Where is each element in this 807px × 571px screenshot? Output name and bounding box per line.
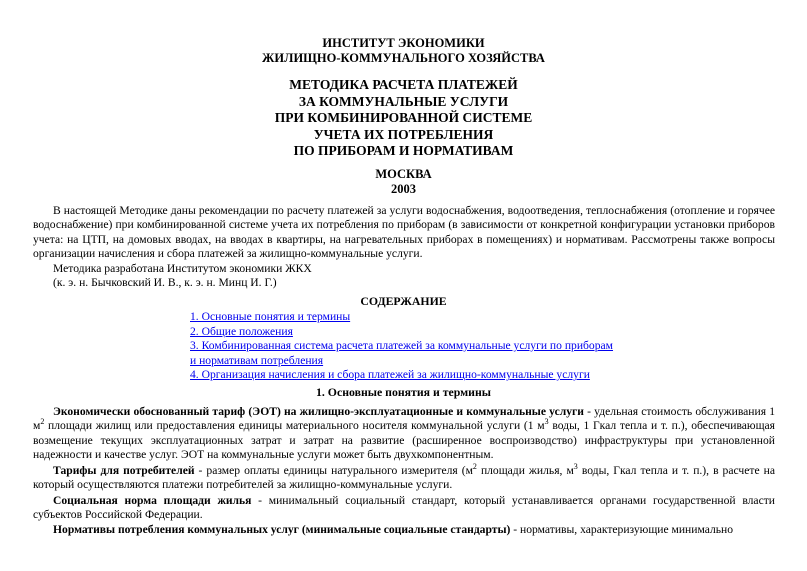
- title-line-4: УЧЕТА ИХ ПОТРЕБЛЕНИЯ: [313, 126, 494, 142]
- toc-heading: СОДЕРЖАНИЕ: [360, 294, 447, 308]
- institute-line-1: ИНСТИТУТ ЭКОНОМИКИ: [322, 36, 485, 50]
- definition-norms: [33, 523, 775, 537]
- developer-line: Методика разработана Институтом экономики ЖКХ: [53, 262, 312, 275]
- definition-text: - нормативы, характеризующие минимально: [510, 523, 734, 536]
- toc-link-1[interactable]: 1. Основные понятия и термины: [190, 310, 351, 323]
- definition-text: воды, Гкал тепла и т. п.), в расчете на который осуществляются платежи потребителей за жилищно-коммунальные услуги.: [33, 464, 775, 492]
- title-line-3: ПРИ КОМБИНИРОВАННОЙ СИСТЕМЕ: [274, 110, 533, 125]
- table-of-contents: [190, 310, 613, 383]
- superscript: 2: [472, 462, 477, 472]
- definition-text: - удельная стоимость обслуживания 1 м: [33, 405, 775, 433]
- city: МОСКВА: [375, 167, 432, 181]
- title-line-2: ЗА КОММУНАЛЬНЫЕ УСЛУГИ: [298, 93, 509, 109]
- term-eot: Экономически обоснованный тариф (ЭОТ) на жилищно-эксплуатационные и коммунальные услуги: [53, 405, 584, 418]
- definition-eot: [33, 405, 775, 463]
- definition-social-norm: [33, 494, 775, 523]
- superscript: 3: [544, 417, 549, 427]
- title-line-5: ПО ПРИБОРАМ И НОРМАТИВАМ: [293, 143, 514, 158]
- title-line-1: МЕТОДИКА РАСЧЕТА ПЛАТЕЖЕЙ: [289, 77, 518, 92]
- intro-paragraph: В настоящей Методике даны рекомендации по расчету платежей за услуги водоснабжения, водоотведения, теплоснабжения (отопление и горячее водоснабжение) при комбинированной системе учета их потребления по приборам (в зависимости от конкретной конфигурации установки приборов учета: на ЦТП, на домовых вводах, на вводах в квартиры, на нагревательных приборах в помещениях) и нормативам. Рассмотрены также вопросы организации начисления и сбора платежей за жилищно-коммунальные услуги.: [33, 204, 775, 261]
- superscript: 3: [573, 462, 578, 472]
- definition-text: площади жилищ или предоставления единицы материального носителя коммунальной услуги (1 м: [44, 419, 545, 433]
- term-social-norm: Социальная норма площади жилья: [53, 494, 252, 507]
- toc-link-3[interactable]: 3. Комбинированная система расчета платежей за коммунальные услуги по приборам: [190, 339, 614, 353]
- toc-link-2[interactable]: 2. Общие положения: [190, 324, 293, 338]
- definition-tariffs: [33, 464, 775, 493]
- toc-link-4[interactable]: 4. Организация начисления и сбора платежей за жилищно-коммунальные услуги: [190, 368, 590, 382]
- definition-text: площади жилья, м: [476, 464, 574, 477]
- place-and-year: [0, 167, 807, 197]
- year: 2003: [391, 182, 416, 196]
- section-1-heading: 1. Основные понятия и термины: [316, 385, 491, 399]
- institute-name: [0, 36, 807, 66]
- toc-link-3-cont[interactable]: и нормативам потребления: [190, 353, 324, 367]
- term-norms: Нормативы потребления коммунальных услуг (минимальные социальные стандарты): [53, 523, 511, 536]
- document-title: [0, 77, 807, 160]
- definition-text: - минимальный социальный стандарт, который устанавливается органами государственной власти субъектов Российской Федерации.: [33, 494, 775, 522]
- definition-text: воды, 1 Гкал тепла и т. п.), обеспечивающая возмещение текущих эксплуатационных затрат и затрат на развитие (расширенное воспроизводство) инфраструктуры при установленной надежности и качестве услуг. ЭОТ на коммунальные услуги может быть двухкомпонентным.: [33, 419, 775, 462]
- superscript: 2: [40, 417, 45, 427]
- definition-text: - размер оплаты единицы натурального измерителя (м: [194, 464, 473, 477]
- authors-line: (к. э. н. Бычковский И. В., к. э. н. Минц И. Г.): [53, 276, 277, 289]
- institute-line-2: ЖИЛИЩНО-КОММУНАЛЬНОГО ХОЗЯЙСТВА: [262, 51, 545, 65]
- term-tariffs: Тарифы для потребителей: [53, 464, 195, 477]
